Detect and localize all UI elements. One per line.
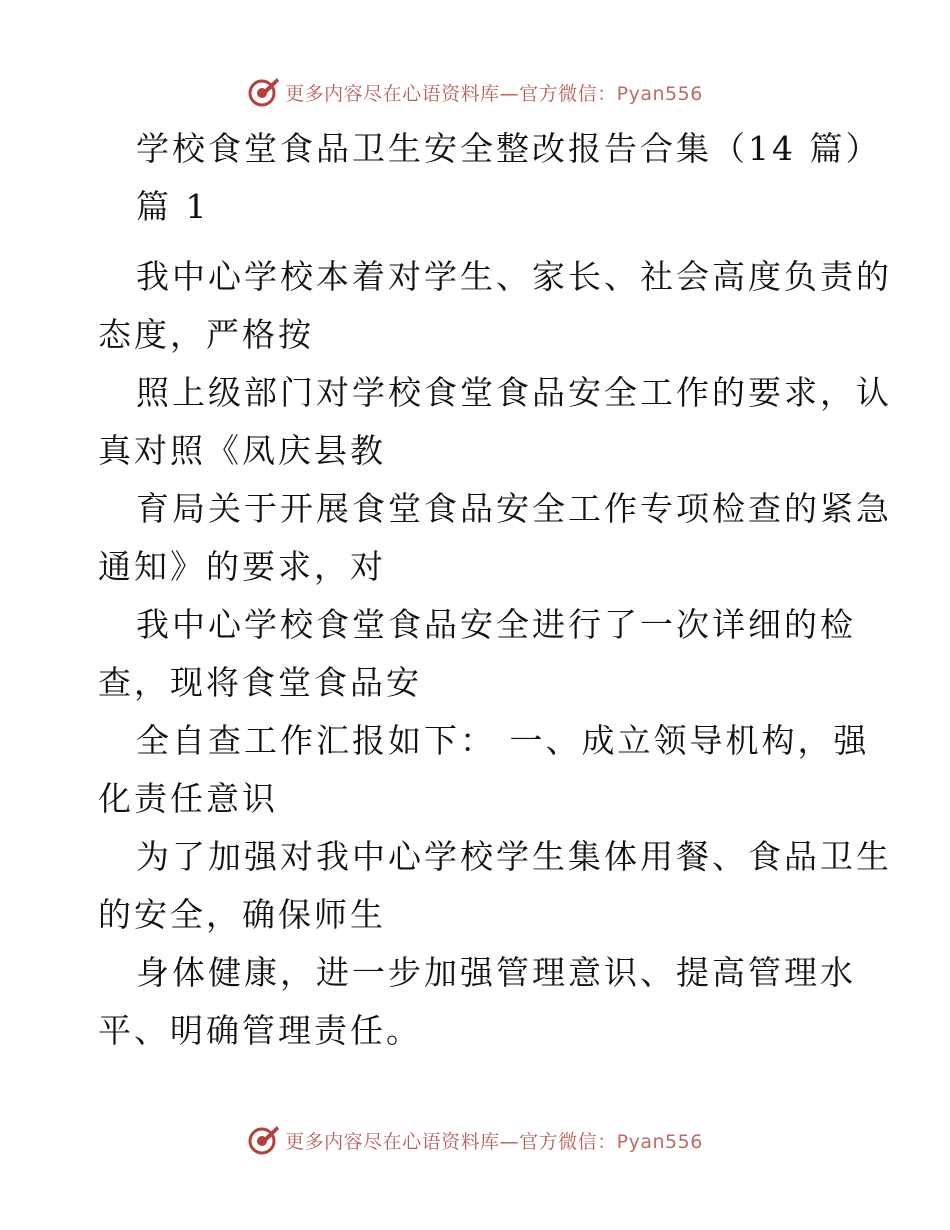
watermark-handle: Pyan556 <box>616 82 703 105</box>
paragraph-line: 我中心学校本着对学生、家长、社会高度负责的 <box>136 257 892 296</box>
paragraph-line: 我中心学校食堂食品安全进行了一次详细的检 <box>136 605 856 644</box>
paragraph-line: 真对照《凤庆县教 <box>98 431 386 470</box>
header-watermark <box>0 72 950 112</box>
paragraph-line: 态度，严格按 <box>98 315 314 354</box>
brand-logo-icon <box>247 1123 281 1157</box>
watermark-handle: Pyan556 <box>616 1130 703 1153</box>
watermark-text: 更多内容尽在心语资料库—官方微信：Pyan556 <box>285 82 703 105</box>
paragraph-line: 平、明确管理责任。 <box>98 1011 422 1050</box>
paragraph-line: 照上级部门对学校食堂食品安全工作的要求，认 <box>136 373 892 412</box>
paragraph-line: 身体健康，进一步加强管理意识、提高管理水 <box>136 953 856 992</box>
document-title: 学校食堂食品卫生安全整改报告合集（14 篇） <box>136 129 882 168</box>
paragraph-line: 育局关于开展食堂食品安全工作专项检查的紧急 <box>136 489 892 528</box>
document-body <box>98 120 892 1060</box>
paragraph-line: 通知》的要求，对 <box>98 547 386 586</box>
paragraph-line: 的安全，确保师生 <box>98 895 386 934</box>
paragraph-line: 全自查工作汇报如下： 一、成立领导机构，强 <box>136 721 870 760</box>
brand-logo-icon <box>247 75 281 109</box>
paragraph-line: 查，现将食堂食品安 <box>98 663 422 702</box>
footer-watermark <box>0 1120 950 1160</box>
section-heading: 篇 1 <box>136 187 210 226</box>
paragraph-line: 化责任意识 <box>98 779 278 818</box>
watermark-text: 更多内容尽在心语资料库—官方微信：Pyan556 <box>285 1130 703 1153</box>
paragraph-line: 为了加强对我中心学校学生集体用餐、食品卫生 <box>136 837 892 876</box>
